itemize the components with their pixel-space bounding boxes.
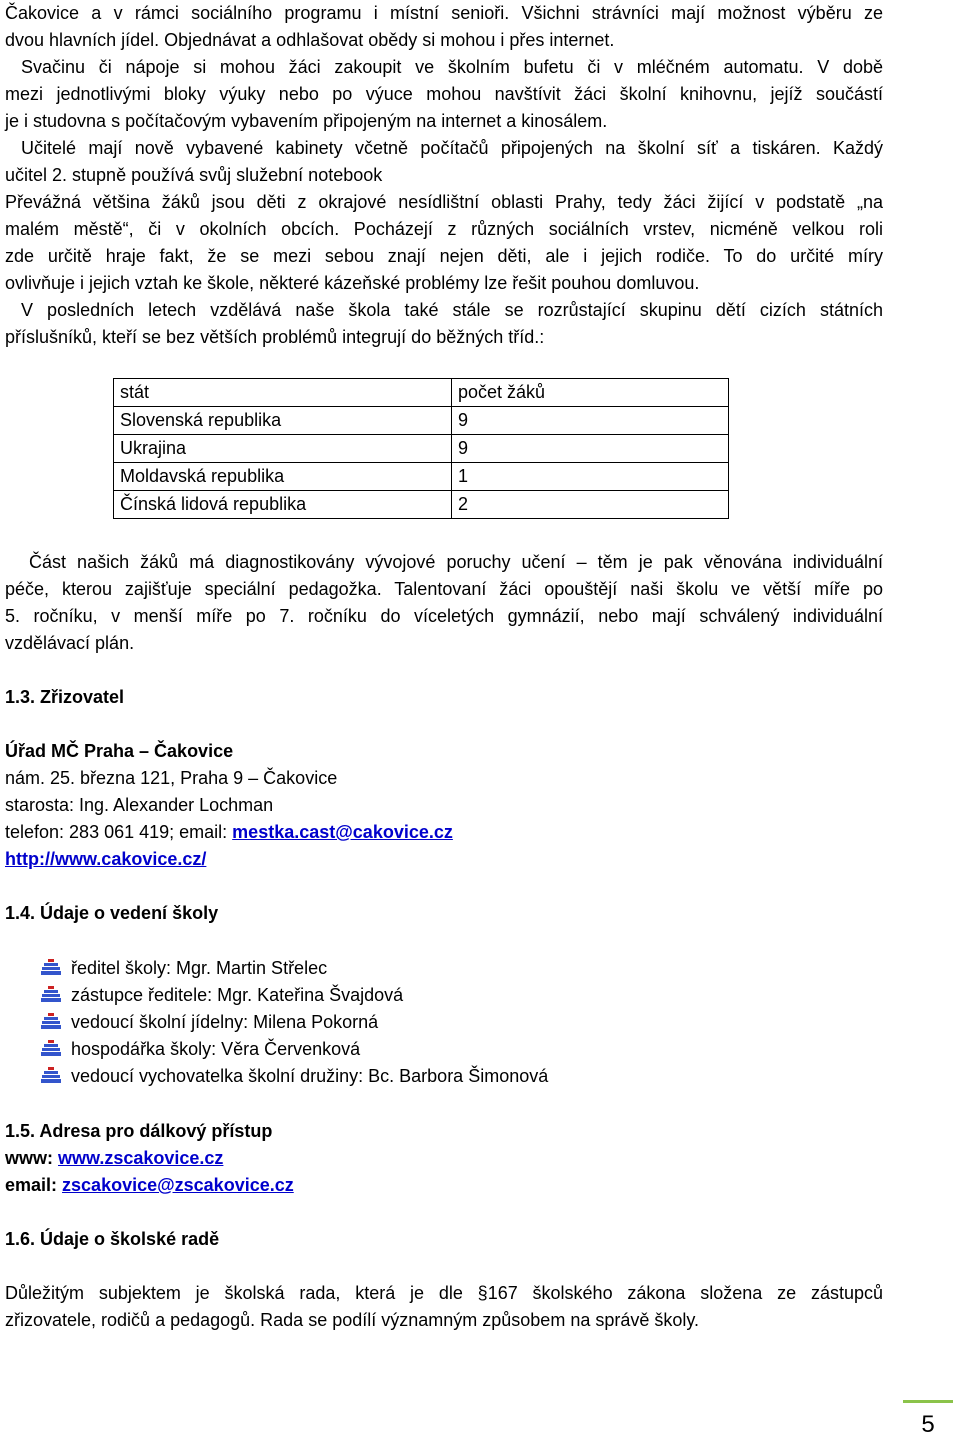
paragraph-line: vzdělávací plán.	[5, 633, 135, 653]
school-email-link[interactable]: zscakovice@zscakovice.cz	[62, 1175, 294, 1195]
school-email	[5, 1172, 294, 1199]
section-heading: 1.3. Zřizovatel	[5, 687, 125, 707]
table-cell: Slovenská republika	[114, 407, 452, 435]
paragraph-line: zde určitě hraje fakt, že se mezi sebou znají nejen děti, ale i jejich rodiče. To do určité míry	[5, 246, 883, 266]
paragraph-line: péče, kterou zajišťuje speciální pedagožka. Talentovaní žáci opouštějí naši školu ve větší míře po	[5, 579, 883, 599]
section-heading: 1.4. Údaje o vedení školy	[5, 903, 219, 923]
paragraph-line: malém městě“, či v okolních obcích. Pocházejí z různých sociálních vrstev, nicméně velkou roli	[5, 219, 883, 239]
list-item	[41, 1036, 360, 1063]
paragraph-line: Část našich žáků má diagnostikovány vývojové poruchy učení – těm je pak věnována individuální	[29, 552, 883, 572]
section-heading: 1.5. Adresa pro dálkový přístup	[5, 1121, 273, 1141]
list-item-text: vedoucí školní jídelny: Milena Pokorná	[71, 1012, 379, 1032]
paragraph-line: zřizovatele, rodičů a pedagogů. Rada se podílí významným způsobem na správě školy.	[5, 1310, 700, 1330]
table-header-row	[114, 379, 729, 407]
paragraph-line: učitel 2. stupně používá svůj služební notebook	[5, 165, 383, 185]
paragraph-line: mezi jednotlivými bloky výuky nebo po výuce mohou navštívit žáci školní knihovnu, jejíž součástí	[5, 84, 883, 104]
table-cell: 2	[452, 491, 729, 519]
section-heading: 1.6. Údaje o školské radě	[5, 1229, 220, 1249]
list-item-text: hospodářka školy: Věra Červenková	[71, 1039, 361, 1059]
paragraph-line: Převážná většina žáků jsou děti z okrajové nesídlištní oblasti Prahy, tedy žáci žijící v podstatě „na	[5, 192, 883, 212]
list-item	[41, 1063, 548, 1090]
bullet-icon	[41, 958, 61, 976]
table-row	[114, 491, 729, 519]
paragraph-line: Učitelé mají nově vybavené kabinety včetně počítačů připojených na školní síť a tiskáren. Každý	[21, 138, 883, 158]
founder-email-link[interactable]: mestka.cast@cakovice.cz	[232, 822, 453, 842]
paragraph-line: Svačinu či nápoje si mohou žáci zakoupit ve školním bufetu či v mléčném automatu. V době	[21, 57, 883, 77]
paragraph-line: 5. ročníku, v menší míře po 7. ročníku do víceletých gymnázií, nebo mají schválený individuální	[5, 606, 883, 626]
list-item	[41, 1009, 378, 1036]
founder-contact	[5, 819, 453, 846]
founder-web	[5, 846, 206, 873]
table-cell: 9	[452, 407, 729, 435]
paragraph-line: příslušníků, kteří se bez větších problémů integrují do běžných tříd.:	[5, 327, 545, 347]
www-label: www:	[5, 1148, 58, 1168]
paragraph-line: V posledních letech vzdělává naše škola také stále se rozrůstající skupinu dětí cizích státních	[21, 300, 883, 320]
table-cell: 1	[452, 463, 729, 491]
school-www	[5, 1145, 223, 1172]
list-item-text: vedoucí vychovatelka školní družiny: Bc. Barbora Šimonová	[71, 1066, 549, 1086]
contact-label: telefon: 283 061 419; email:	[5, 822, 233, 842]
table-header-cell: stát	[114, 379, 452, 407]
bullet-icon	[41, 1039, 61, 1057]
school-www-link[interactable]: www.zscakovice.cz	[58, 1148, 224, 1168]
email-label: email:	[5, 1175, 63, 1195]
list-item	[41, 982, 403, 1009]
table-row	[114, 407, 729, 435]
list-item	[41, 955, 327, 982]
paragraph-line: ovlivňuje i jejich vztah ke škole, některé kázeňské problémy lze řešit pouhou domluvou.	[5, 273, 700, 293]
paragraph-line: Čakovice a v rámci sociálního programu i místní senioři. Všichni strávníci mají možnost výběru ze	[5, 3, 883, 23]
list-item-text: zástupce ředitele: Mgr. Kateřina Švajdová	[71, 985, 404, 1005]
paragraph-line: je i studovna s počítačovým vybavením připojeným na internet a kinosálem.	[5, 111, 608, 131]
bullet-icon	[41, 1066, 61, 1084]
founder-address: nám. 25. března 121, Praha 9 – Čakovice	[5, 768, 338, 788]
bullet-icon	[41, 1012, 61, 1030]
table-cell: 9	[452, 435, 729, 463]
founder-web-link[interactable]: http://www.cakovice.cz/	[5, 849, 207, 869]
paragraph-line: dvou hlavních jídel. Objednávat a odhlašovat obědy si mohou i přes internet.	[5, 30, 615, 50]
table-header-cell: počet žáků	[452, 379, 729, 407]
page-number: 5	[903, 1400, 953, 1447]
founder-mayor: starosta: Ing. Alexander Lochman	[5, 795, 274, 815]
list-item-text: ředitel školy: Mgr. Martin Střelec	[71, 958, 328, 978]
foreign-students-table	[113, 378, 729, 519]
paragraph-line: Důležitým subjektem je školská rada, která je dle §167 školského zákona složena ze zástupců	[5, 1283, 883, 1303]
table-row	[114, 435, 729, 463]
founder-name: Úřad MČ Praha – Čakovice	[5, 741, 234, 761]
table-cell: Moldavská republika	[114, 463, 452, 491]
bullet-icon	[41, 985, 61, 1003]
table-row	[114, 463, 729, 491]
table-cell: Ukrajina	[114, 435, 452, 463]
table-cell: Čínská lidová republika	[114, 491, 452, 519]
